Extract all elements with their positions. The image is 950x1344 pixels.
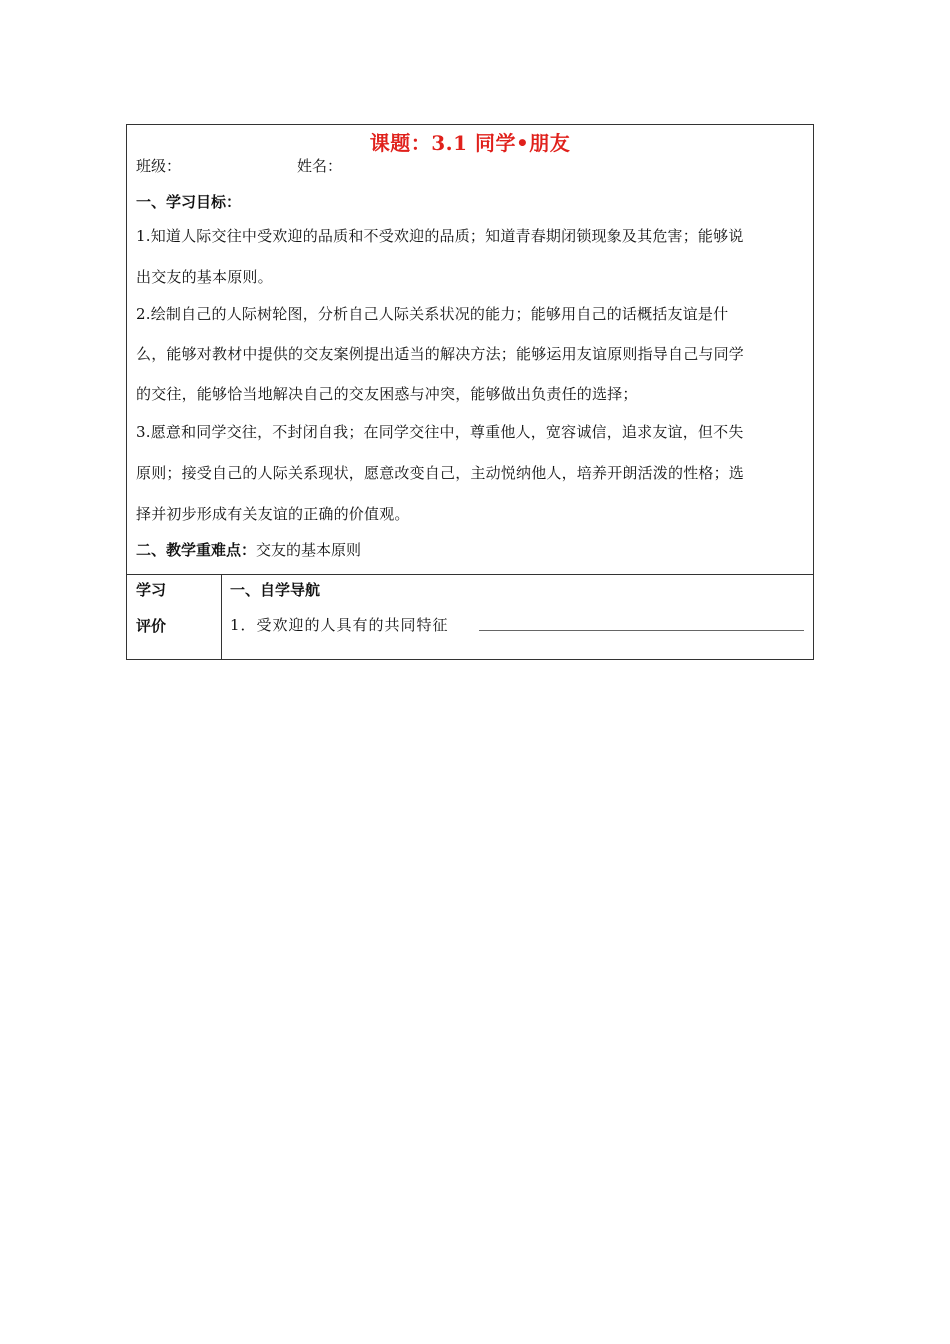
key-points-row [136, 539, 361, 560]
self-study-cell [222, 575, 813, 659]
name-label: 姓名： [297, 157, 343, 175]
self-study-heading: 一、自学导航 [230, 581, 321, 599]
evaluation-row [127, 575, 813, 659]
class-label: 班级： [136, 157, 182, 175]
objective-line: 1.知道人际交往中受欢迎的品质和不受欢迎的品质；知道青春期闭锁现象及其危害；能够说 [136, 227, 744, 245]
answer-blank-line[interactable] [479, 630, 804, 631]
objective-line: 择并初步形成有关友谊的正确的价值观。 [136, 505, 410, 523]
question-1: 1．受欢迎的人具有的共同特征 [230, 616, 449, 634]
lesson-plan-table [126, 124, 814, 660]
objective-line: 么，能够对教材中提供的交友案例提出适当的解决方法；能够运用友谊原则指导自己与同学 [136, 345, 745, 363]
objectives-cell [127, 125, 813, 575]
objectives-heading: 一、学习目标： [136, 193, 242, 211]
objective-line: 原则；接受自己的人际关系现状，愿意改变自己，主动悦纳他人，培养开朗活泼的性格；选 [136, 464, 745, 482]
objective-line: 3.愿意和同学交往，不封闭自我；在同学交往中，尊重他人，宽容诚信，追求友谊，但不失 [136, 423, 744, 441]
evaluation-label-line1: 学习 [136, 581, 167, 599]
key-points-heading: 二、教学重难点： [136, 541, 257, 559]
key-points-text: 交友的基本原则 [256, 541, 362, 559]
objective-line: 出交友的基本原则。 [136, 268, 273, 286]
evaluation-label-cell [127, 575, 222, 659]
page-title: 课题：3.1 同学•朋友 [369, 131, 571, 155]
objective-line: 2.绘制自己的人际树轮图，分析自己人际关系状况的能力；能够用自己的话概括友谊是什 [136, 305, 729, 323]
evaluation-label-line2: 评价 [136, 617, 167, 635]
objective-line: 的交往，能够恰当地解决自己的交友困惑与冲突，能够做出负责任的选择； [136, 385, 638, 403]
